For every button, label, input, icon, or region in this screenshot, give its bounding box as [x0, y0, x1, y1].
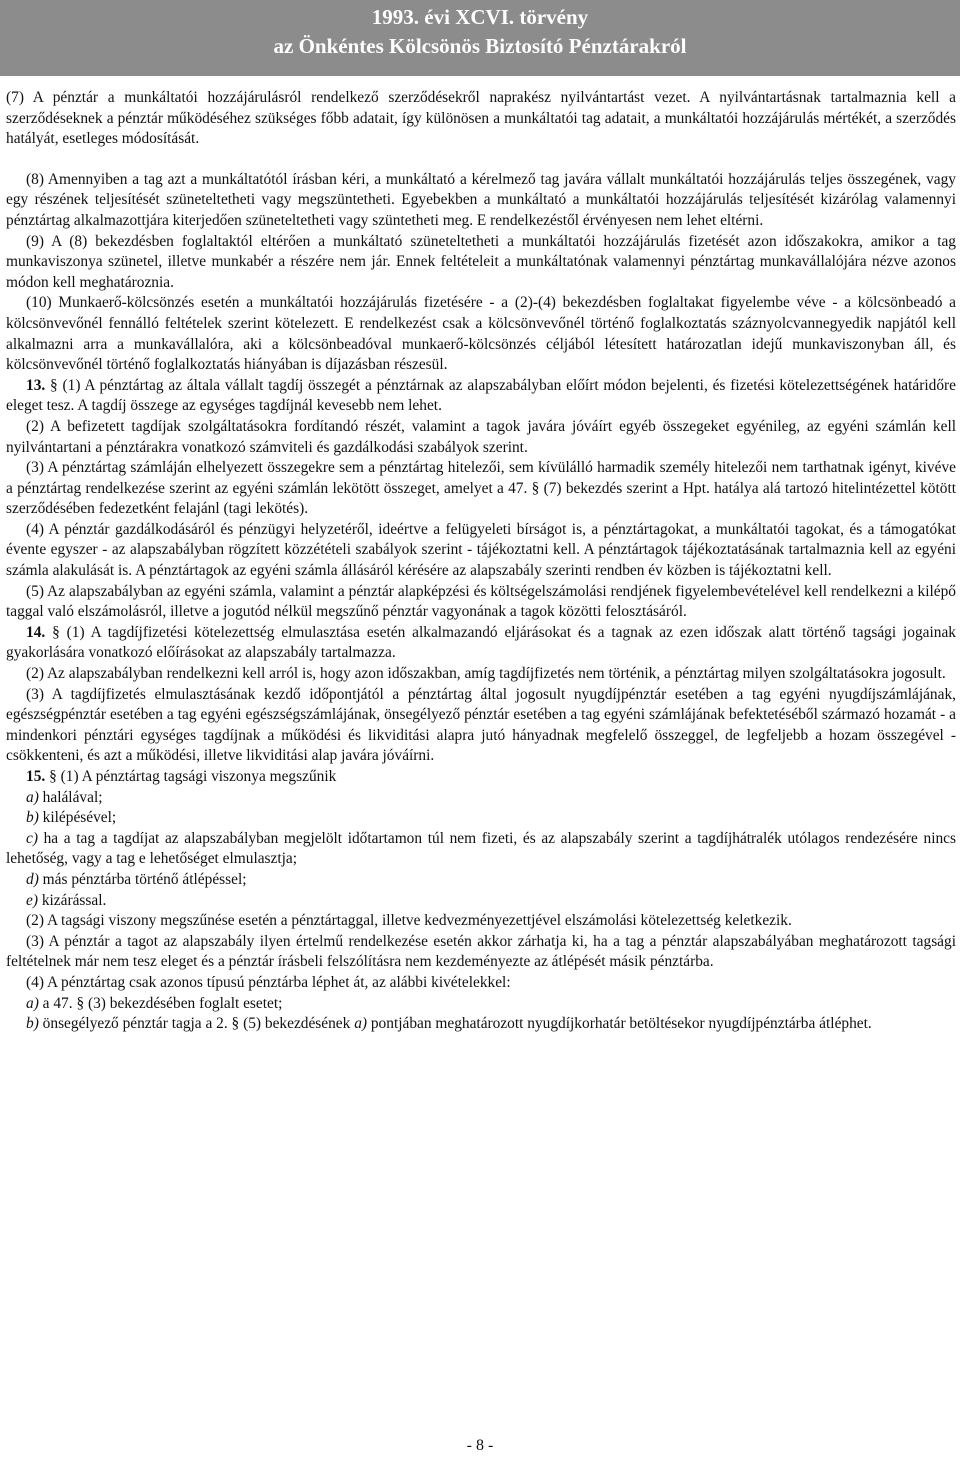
section-number: 14. — [26, 623, 46, 641]
paragraph: (2) Az alapszabályban rendelkezni kell arról is, hogy azon időszakban, amíg tagdíjfizetés nem történik, a pénztártag milyen szolgáltatásokra jogosult. — [26, 665, 946, 683]
section-number: 13. — [26, 376, 46, 394]
paragraph: (8) Amennyiben a tag azt a munkáltatótól írásban kéri, a munkáltató a kérelmező tag javára vállalt munkáltatói hozzájárulás teljes összegének, vagy egy részének teljesítését szüneteltetheti vagy megszüntetheti. Egyebekben a munkáltató a munkáltatói hozzájárulás teljesítését kizárólag valamennyi pénztártag alkalmazottjára kiterjedően szüneteltetheti vagy szüntetheti meg. E rendelkezéstől érvényesen nem lehet eltérni. — [6, 170, 956, 229]
paragraph: (3) A pénztár a tagot az alapszabály ilyen értelmű rendelkezése esetén akkor zárhatja ki, ha a tag a pénztár alapszabályában meghatározott tagsági feltételnek már nem tesz eleget és a pénztár írásbeli felszólításra nem kezdeményezte az átlépését másik pénztárba. — [6, 932, 956, 971]
list-item: c) ha a tag a tagdíjat az alapszabályban megjelölt időtartamon túl nem fizeti, és az alapszabály szerint a tagdíjhátralék utólagos rendezésére nincs lehetőség, vagy a tag e lehetőséget elmulasztja; — [6, 829, 956, 868]
section-paragraph: 15. § (1) A pénztártag tagsági viszonya megszűnik — [26, 768, 337, 785]
paragraph: (3) A pénztártag számláján elhelyezett összegekre sem a pénztártag hitelezői, sem kívülálló harmadik személy hitelezői nem tarthatnak igényt, kivéve a pénztártag rendelkezése szerint az egyéni számlán lekötött összeget, amelyet a 47. § (7) bekezdés szerint a Hpt. hatálya alá tartozó hitelintézettel kötött szerződésében fedezetként felajánl (tagi lekötés). — [6, 459, 956, 518]
list-item: e) kizárással. — [26, 891, 107, 909]
header-title-line1: 1993. évi XCVI. törvény — [371, 5, 589, 29]
list-item: b) önsegélyező pénztár tagja a 2. § (5) bekezdésének a) pontjában meghatározott nyugdíjkorhatár betöltésekor nyugdíjpénztárba átléphet. — [26, 1015, 872, 1033]
section-paragraph: 13. § (1) A pénztártag az általa vállalt tagdíj összegét a pénztárnak az alapszabályban előírt módon bejelenti, és fizetési kötelezettségének határidőre eleget tesz. A tagdíj összege az egységes tagdíjnál kevesebb nem lehet. — [6, 376, 956, 415]
list-item: b) kilépésével; — [26, 809, 117, 827]
paragraph: (7) A pénztár a munkáltatói hozzájárulásról rendelkező szerződésekről naprakész nyilvántartást vezet. A nyilvántartásnak tartalmaznia kell a szerződéseknek a pénztár működéséhez szükséges főbb adatait, így különösen a munkáltatói tag adatait, a munkáltatói hozzájárulás mértékét, a szerződés hatályát, esetleges módosítását. — [6, 89, 956, 148]
list-item: a) a 47. § (3) bekezdésében foglalt esetet; — [26, 994, 283, 1012]
paragraph: (9) A (8) bekezdésben foglaltaktól eltérően a munkáltató szüneteltetheti a munkáltatói hozzájárulás fizetését azon időszakokra, amikor a tag munkaviszonya szünetel, illetve munkabér a részére nem jár. Ennek feltételeit a munkáltatónak valamennyi pénztártag munkavállalójára nézve azonos módon kell meghatároznia. — [6, 232, 956, 291]
page-number: - 8 - — [466, 1437, 494, 1454]
list-item: a) halálával; — [26, 788, 103, 806]
paragraph: (5) Az alapszabályban az egyéni számla, valamint a pénztár alapképzési és költségelszámolási rendjének figyelembevételével kell rendelkezni a kilépő taggal való elszámolásról, illetve a jogutód nélkül megszűnő pénztár vagyonának a tagok közötti felosztásáról. — [6, 582, 956, 621]
section-paragraph: 14. § (1) A tagdíjfizetési kötelezettség elmulasztása esetén alkalmazandó eljárásokat és a tagnak az ezen időszak alatt történő tagsági jogainak gyakorlására vonatkozó előírásokat az alapszabály tartalmazza. — [6, 623, 956, 662]
document-header — [0, 0, 960, 76]
paragraph: (2) A befizetett tagdíjak szolgáltatásokra fordítandó részét, valamint a tagok javára jóváírt egyéb összegeket egyénileg, az egyéni számlán kell nyilvántartani a pénztárakra vonatkozó számviteli és gazdálkodási szabályok szerint. — [6, 417, 956, 456]
paragraph: (4) A pénztártag csak azonos típusú pénztárba léphet át, az alábbi kivételekkel: — [26, 973, 511, 991]
paragraph: (2) A tagsági viszony megszűnése esetén a pénztártaggal, illetve kedvezményezettjével elszámolási kötelezettség keletkezik. — [26, 912, 792, 930]
list-item: d) más pénztárba történő átlépéssel; — [26, 870, 247, 888]
header-title-line2: az Önkéntes Kölcsönös Biztosító Pénztárakról — [273, 34, 687, 58]
document-body — [6, 88, 956, 1035]
paragraph: (4) A pénztár gazdálkodásáról és pénzügyi helyzetéről, ideértve a felügyeleti bírságot is, a pénztártagokat, a munkáltatói tagokat, és a támogatókat évente egyszer - az alapszabályban rögzített közzétételi szabályok szerint - tájékoztatni kell. A pénztártagok tájékoztatásának tartalmaznia kell az egyéni számla alakulását is. A pénztártagok az egyéni számla állásáról kérésére az alapszabály szerinti rendben év közben is tájékoztatni kell. — [6, 520, 956, 580]
paragraph: (10) Munkaerő-kölcsönzés esetén a munkáltatói hozzájárulás fizetésére - a (2)-(4) bekezdésben foglaltakat figyelembe véve - a kölcsönbeadó a kölcsönvevőnél fennálló feltételek szerint kötelezett. E rendelkezést csak a kölcsönvevőnél történő foglalkoztatás száznyolcvannegyedik napjától kell alkalmazni arra a munkavállalóra, aki a kölcsönbeadóval munkaerő-kölcsönzés céljából létesített határozatlan idejű munkaviszonyban áll, és kölcsönvevőnél történő foglalkoztatás hiányában is díjazásban részesül. — [6, 294, 956, 374]
paragraph: (3) A tagdíjfizetés elmulasztásának kezdő időpontjától a pénztártag által jogosult nyugdíjpénztár esetében a tag egyéni nyugdíjszámlájának, egészségpénztár esetében a tag egyéni egészségszámlájának, önsegélyező pénztár esetében a tag egyéni számlájának befektetéséből származó hozamát - a mindenkori pénztári egységes tagdíjnak a működési és likviditási alapra jutó hányadnak megfelelő összeggel, de legfeljebb a hozam összegével - csökkenteni, és azt a működési, illetve likviditási alap javára jóváírni. — [6, 685, 956, 765]
section-number: 15. — [26, 768, 46, 785]
